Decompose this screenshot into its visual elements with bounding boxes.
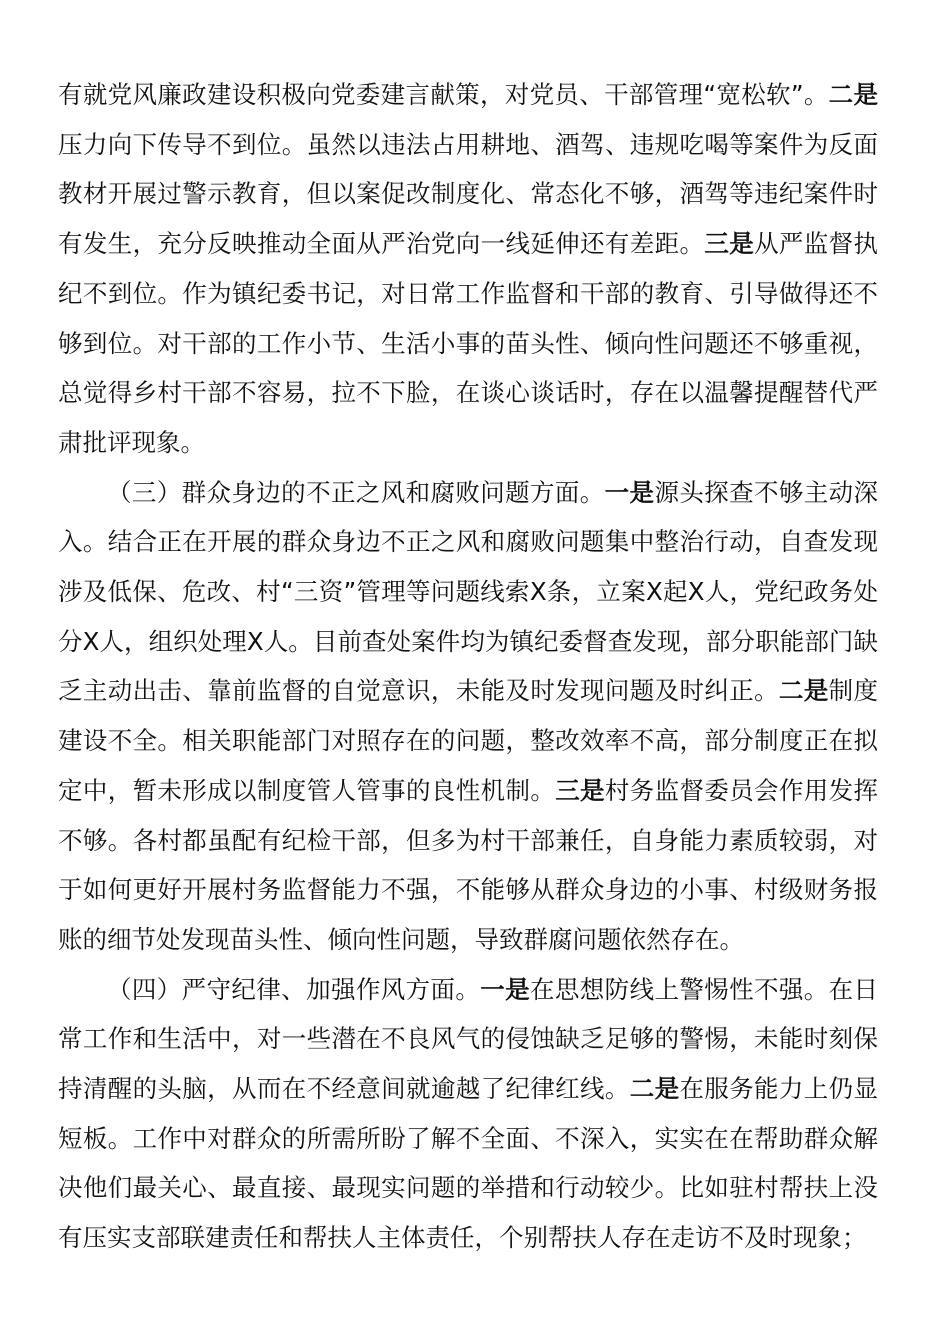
paragraph-3-text: 在思想防线上警惕性不强。在日常工作和生活中，对一些潜在不良风气的侵蚀缺乏足够的警惕，未能时刻保持清醒的头脑，从而在不经意间就逾越了纪律红线。: [58, 974, 879, 1104]
paragraph-1-text: 压力向下传导不到位。虽然以违法占用耕地、酒驾、违规吃喝等案件为反面教材开展过警示教育，但以案促改制度化、常态化不够，酒驾等违纪案件时有发生，充分反映推动全面从严治党向一线延伸还有差距。: [58, 129, 878, 259]
paragraph-2-bold-one: 一是: [604, 477, 655, 507]
paragraph-3-bold-one: 一是: [480, 974, 531, 1004]
paragraph-2-text: 源头探查不够主动深入。结合正在开展的群众身边不正之风和腐败问题集中整治行动，自查发现涉及低保、危改、村“三资”管理等问题线索X条，立案X起X人，党纪政务处分X人，组织处理X人。目前查处案件均为镇纪委督查发现，部分职能部门缺乏主动出击、靠前监督的自觉意识，未能及时发现问题及时纠正。: [58, 477, 879, 706]
paragraph-1-bold-three: 三是: [704, 229, 755, 259]
paragraph-1-text: 从严监督执纪不到位。作为镇纪委书记，对日常工作监督和干部的教育、引导做得还不够到位。对干部的工作小节、生活小事的苗头性、倾向性问题还不够重视，总觉得乡村干部不容易，拉不下脸，在谈心谈话时，存在以温馨提醒替代严肃批评现象。: [58, 229, 878, 457]
paragraph-2-bold-two: 二是: [778, 676, 829, 706]
paragraph-2-text: 制度建设不全。相关职能部门对照存在的问题，整改效率不高，部分制度正在拟定中，暂未形成以制度管人管事的良性机制。: [58, 676, 878, 805]
paragraph-2-heading: （三）群众身边的不正之风和腐败问题方面。: [107, 477, 605, 507]
paragraph-3-heading: （四）严守纪律、加强作风方面。: [107, 974, 481, 1004]
paragraph-2-text: 村务监督委员会作用发挥不够。各村都虽配有纪检干部，但多为村干部兼任，自身能力素质较弱，对于如何更好开展村务监督能力不强，不能够从群众身边的小事、村级财务报账的细节处发现苗头性、倾向性问题，导致群腐问题依然存在。: [58, 775, 878, 954]
paragraph-1: [58, 70, 878, 468]
paragraph-3: [58, 965, 878, 1263]
paragraph-2: [58, 468, 878, 965]
document-page: [58, 70, 878, 1263]
paragraph-3-bold-two: 二是: [629, 1074, 680, 1104]
paragraph-3-text: 在服务能力上仍显短板。工作中对群众的所需所盼了解不全面、不深入，实实在在帮助群众解决他们最关心、最直接、最现实问题的举措和行动较少。比如驻村帮扶上没有压实支部联建责任和帮扶人主体责任，个别帮扶人存在走访不及时现象；: [58, 1074, 878, 1253]
paragraph-1-bold-two: 二是: [828, 80, 878, 109]
paragraph-1-text: 有就党风廉政建设积极向党委建言献策，对党员、干部管理“宽松软”。: [58, 80, 829, 109]
paragraph-2-bold-three: 三是: [555, 775, 605, 805]
